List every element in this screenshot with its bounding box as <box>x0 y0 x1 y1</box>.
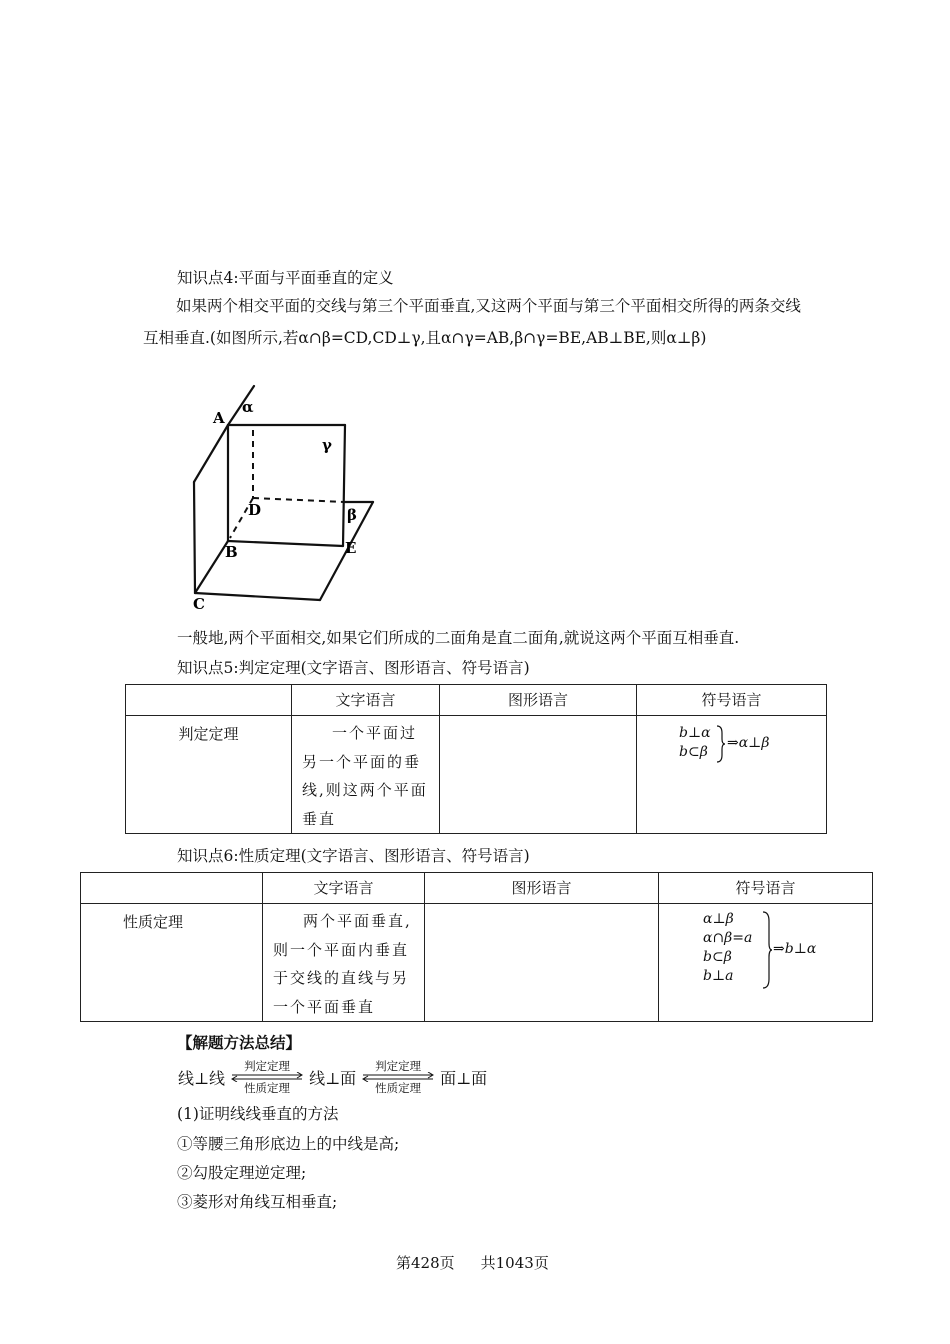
summary-item-3: ②勾股定理逆定理; <box>177 1164 307 1182</box>
section4-paragraph-text: 如果两个相交平面的交线与第三个平面垂直,又这两个平面与第三个平面相交所得的两条交线互相垂直.(如图所示,若α∩β=CD,CD⊥γ,且α∩γ=AB,β∩γ=BE,AB⊥BE,则α⊥β) <box>143 297 801 347</box>
symbol-line-2: b⊂β <box>679 744 708 760</box>
row-label: 判定定理 <box>126 716 292 834</box>
symbol-group <box>679 724 826 764</box>
symbol-line-1: α⊥β <box>703 911 734 927</box>
summary-item-4: ③菱形对角线互相垂直; <box>177 1193 338 1211</box>
symbol-result: ⇒α⊥β <box>727 735 770 751</box>
arrow-bottom-label: 性质定理 <box>375 1081 422 1095</box>
section4-heading: 知识点4:平面与平面垂直的定义 <box>177 269 394 287</box>
header-text-language: 文字语言 <box>292 685 440 716</box>
header-graph-language: 图形语言 <box>440 685 637 716</box>
perpendicular-planes-figure <box>180 380 380 615</box>
table-row <box>126 716 827 834</box>
header-graph-language: 图形语言 <box>425 873 659 904</box>
chain-line-line: 线⊥线 <box>178 1068 226 1088</box>
label-gamma: γ <box>322 436 332 454</box>
summary-title: 【解题方法总结】 <box>177 1033 302 1052</box>
arrow-top-label: 判定定理 <box>244 1059 291 1073</box>
table-header-row <box>81 873 873 904</box>
symbol-line-2: α∩β=a <box>703 930 753 946</box>
symbol-line-4: b⊥a <box>703 968 734 984</box>
table-row <box>81 904 873 1022</box>
label-E: E <box>345 539 357 557</box>
symbol-result: ⇒b⊥α <box>773 941 817 957</box>
page-footer <box>396 1252 549 1273</box>
header-symbol-language: 符号语言 <box>659 873 873 904</box>
header-blank <box>81 873 263 904</box>
page-number: 第428页 <box>396 1254 455 1272</box>
header-symbol-language: 符号语言 <box>637 685 827 716</box>
table-header-row <box>126 685 827 716</box>
section6-heading: 知识点6:性质定理(文字语言、图形语言、符号语言) <box>177 847 530 865</box>
text-language-cell <box>263 904 425 1022</box>
section5-heading: 知识点5:判定定理(文字语言、图形语言、符号语言) <box>177 659 530 677</box>
chain-line-plane: 线⊥面 <box>309 1068 357 1088</box>
general-statement: 一般地,两个平面相交,如果它们所成的二面角是直二面角,就说这两个平面互相垂直. <box>177 629 740 647</box>
label-C: C <box>193 595 205 613</box>
theorem-chain <box>178 1060 487 1094</box>
symbol-line-1: b⊥α <box>679 725 711 741</box>
label-D: D <box>248 501 262 519</box>
theorem-text: 两个平面垂直,则一个平面内垂直于交线的直线与另一个平面垂直 <box>273 912 412 1016</box>
symbol-group <box>703 910 872 990</box>
summary-item-1: (1)证明线线垂直的方法 <box>177 1105 339 1123</box>
text-language-cell <box>292 716 440 834</box>
header-text-language: 文字语言 <box>263 873 425 904</box>
theorem-text: 一个平面过另一个平面的垂线,则这两个平面垂直 <box>302 724 428 828</box>
arrow-bottom-label: 性质定理 <box>244 1081 291 1095</box>
section4-paragraph <box>143 290 815 354</box>
label-alpha: α <box>242 398 254 416</box>
chain-plane-plane: 面⊥面 <box>440 1068 488 1088</box>
symbol-language-cell <box>659 904 873 1022</box>
label-beta: β <box>347 506 357 524</box>
double-arrow-1 <box>229 1060 305 1094</box>
symbol-language-cell <box>637 716 827 834</box>
label-B: B <box>225 543 238 561</box>
double-arrow-2 <box>360 1060 436 1094</box>
header-blank <box>126 685 292 716</box>
summary-item-2: ①等腰三角形底边上的中线是高; <box>177 1135 400 1153</box>
arrow-top-label: 判定定理 <box>375 1059 422 1073</box>
graph-language-cell <box>425 904 659 1022</box>
row-label: 性质定理 <box>81 904 263 1022</box>
property-theorem-table <box>80 872 873 1022</box>
graph-language-cell <box>440 716 637 834</box>
label-A: A <box>213 409 225 427</box>
symbol-line-3: b⊂β <box>703 949 732 965</box>
page-total: 共1043页 <box>480 1254 549 1272</box>
brace-icon <box>762 911 773 989</box>
judgement-theorem-table <box>125 684 827 834</box>
brace-icon <box>716 725 726 763</box>
